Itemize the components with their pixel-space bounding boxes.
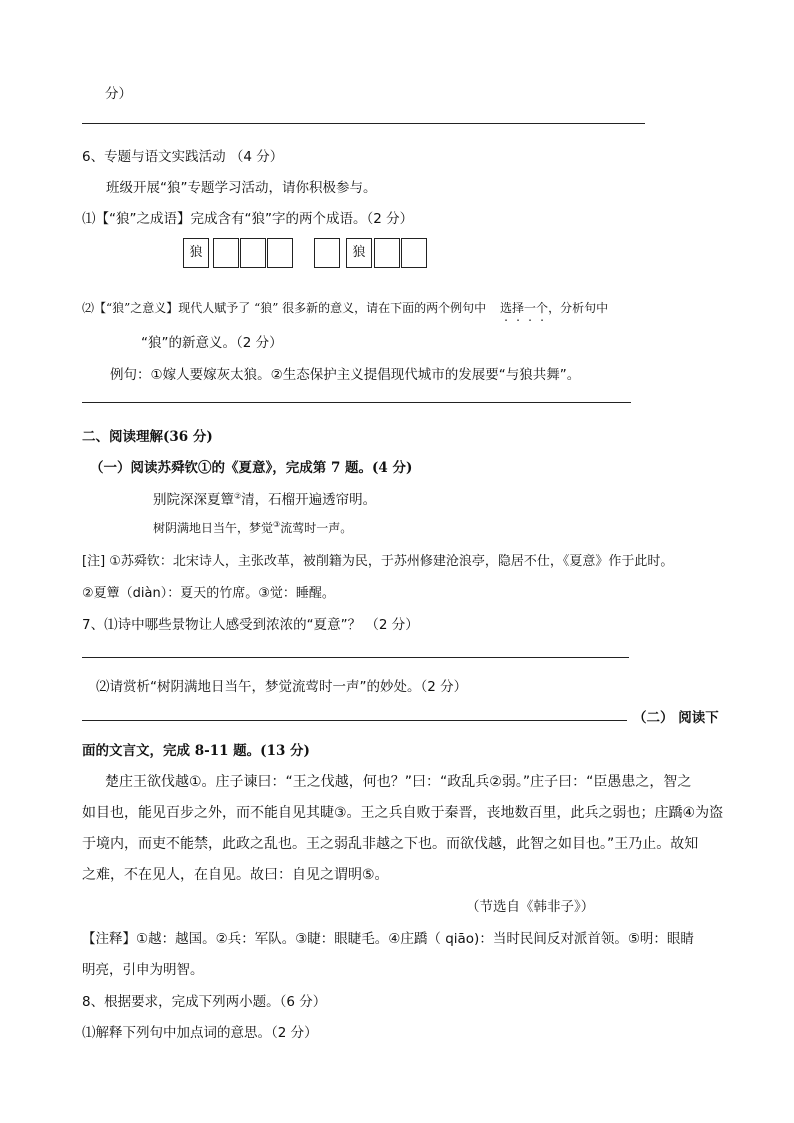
q6-intro: 班级开展“狼”专题学习活动，请你积极参与。 xyxy=(106,180,377,196)
answer-line xyxy=(82,657,629,658)
dotted-char: 个 xyxy=(536,301,549,315)
passage-line-3: 于境内，而吏不能禁，此政之乱也。王之弱乱非越之下也。而欲伐越，此智之如目也。”王乃止。故知 xyxy=(82,836,699,852)
poem-line2-a: 树阴满地日当午，梦觉 xyxy=(153,521,274,535)
poem-line1-b: 清，石榴开遍透帘明。 xyxy=(241,492,377,508)
q6-part2-text-b: ，分析句中 xyxy=(548,301,609,315)
q6-examples: 例句：①嫁人要嫁灰太狼。②生态保护主义提倡现代城市的发展要“与狼共舞”。 xyxy=(110,367,581,383)
q8-part1: ⑴解释下列句中加点词的意思。（2 分） xyxy=(82,1025,318,1041)
q6-part1: ⑴【“狼”之成语】完成含有“狼”字的两个成语。（2 分） xyxy=(82,211,414,227)
section2-title: 二、阅读理解(36 分) xyxy=(82,429,213,445)
idiom1-box-2[interactable] xyxy=(213,238,239,268)
q8-title: 8、根据要求，完成下列两小题。（6 分） xyxy=(82,994,327,1010)
poem-note-2: ②夏簟（diàn）：夏天的竹席。③觉：睡醒。 xyxy=(82,586,335,601)
part2-title-end: 面的文言文，完成 8-11 题。(13 分) xyxy=(82,743,310,759)
q6-part2 xyxy=(82,299,608,316)
passage-line-2: 如目也，能见百步之外，而不能自见其睫③。王之兵自败于秦晋，丧地数百里，此兵之弱也；庄蹻④为盗 xyxy=(82,805,724,821)
answer-fragment: 分） xyxy=(105,86,132,102)
idiom2-box-4[interactable] xyxy=(401,238,427,268)
part2-title-start: （二） 阅读下 xyxy=(633,710,719,726)
passage-line-4: 之难，不在见人，在自见。故曰：自见之谓明⑤。 xyxy=(82,867,389,883)
poem-line-1 xyxy=(153,488,376,508)
idiom2-box-1[interactable] xyxy=(314,238,340,268)
idiom2-box-3[interactable] xyxy=(374,238,400,268)
annotation-line-2: 明亮，引申为明智。 xyxy=(82,962,204,978)
answer-line xyxy=(82,720,627,721)
idiom1-box-3[interactable] xyxy=(240,238,266,268)
footnote-marker: ③ xyxy=(273,520,281,529)
part1-title: （一）阅读苏舜钦①的《夏意》，完成第 7 题。(4 分) xyxy=(90,460,413,476)
idiom1-box-4[interactable] xyxy=(267,238,293,268)
dotted-char: 择 xyxy=(512,301,525,315)
annotation-line-1: 【注释】①越：越国。②兵：军队。③睫：眼睫毛。④庄蹻（ qiāo)：当时民间反对派首领。⑤明：眼睛 xyxy=(82,931,694,947)
poem-note-1: [注] ①苏舜钦：北宋诗人，主张改革，被削籍为民，于苏州修建沧浪亭，隐居不仕，《夏意》作于此时。 xyxy=(82,554,674,569)
answer-line xyxy=(82,123,645,124)
idiom2-box-2: 狼 xyxy=(346,238,372,268)
q6-title: 6、专题与语文实践活动 （4 分） xyxy=(82,149,284,165)
q7-part2: ⑵请赏析“树阴满地日当午，梦觉流莺时一声”的妙处。（2 分） xyxy=(96,679,468,695)
passage-line-1: 楚庄王欲伐越①。庄子谏曰：“王之伐越，何也？”曰：“政乱兵②弱。”庄子曰：“臣愚患之，智之 xyxy=(105,774,692,790)
idiom1-box-1: 狼 xyxy=(183,238,209,268)
q6-part2-text-a: ⑵【“狼”之意义】现代人赋予了 “狼” 很多新的意义，请在下面的两个例句中 xyxy=(82,301,487,315)
answer-line xyxy=(82,402,631,403)
poem-line1-a: 别院深深夏簟 xyxy=(153,492,234,508)
q7-part1: 7、⑴诗中哪些景物让人感受到浓浓的“夏意”？ （2 分） xyxy=(82,617,419,633)
dotted-char: 选 xyxy=(500,301,513,315)
dotted-char: 一 xyxy=(524,301,537,315)
q6-part2-line2: “狼”的新意义。（2 分） xyxy=(141,335,283,351)
dotted-emphasis xyxy=(500,301,548,315)
poem-line2-b: 流莺时一声。 xyxy=(280,521,353,535)
passage-source: （节选自《韩非子》） xyxy=(466,899,595,915)
footnote-marker: ② xyxy=(234,491,242,501)
poem-line-2 xyxy=(153,519,352,536)
